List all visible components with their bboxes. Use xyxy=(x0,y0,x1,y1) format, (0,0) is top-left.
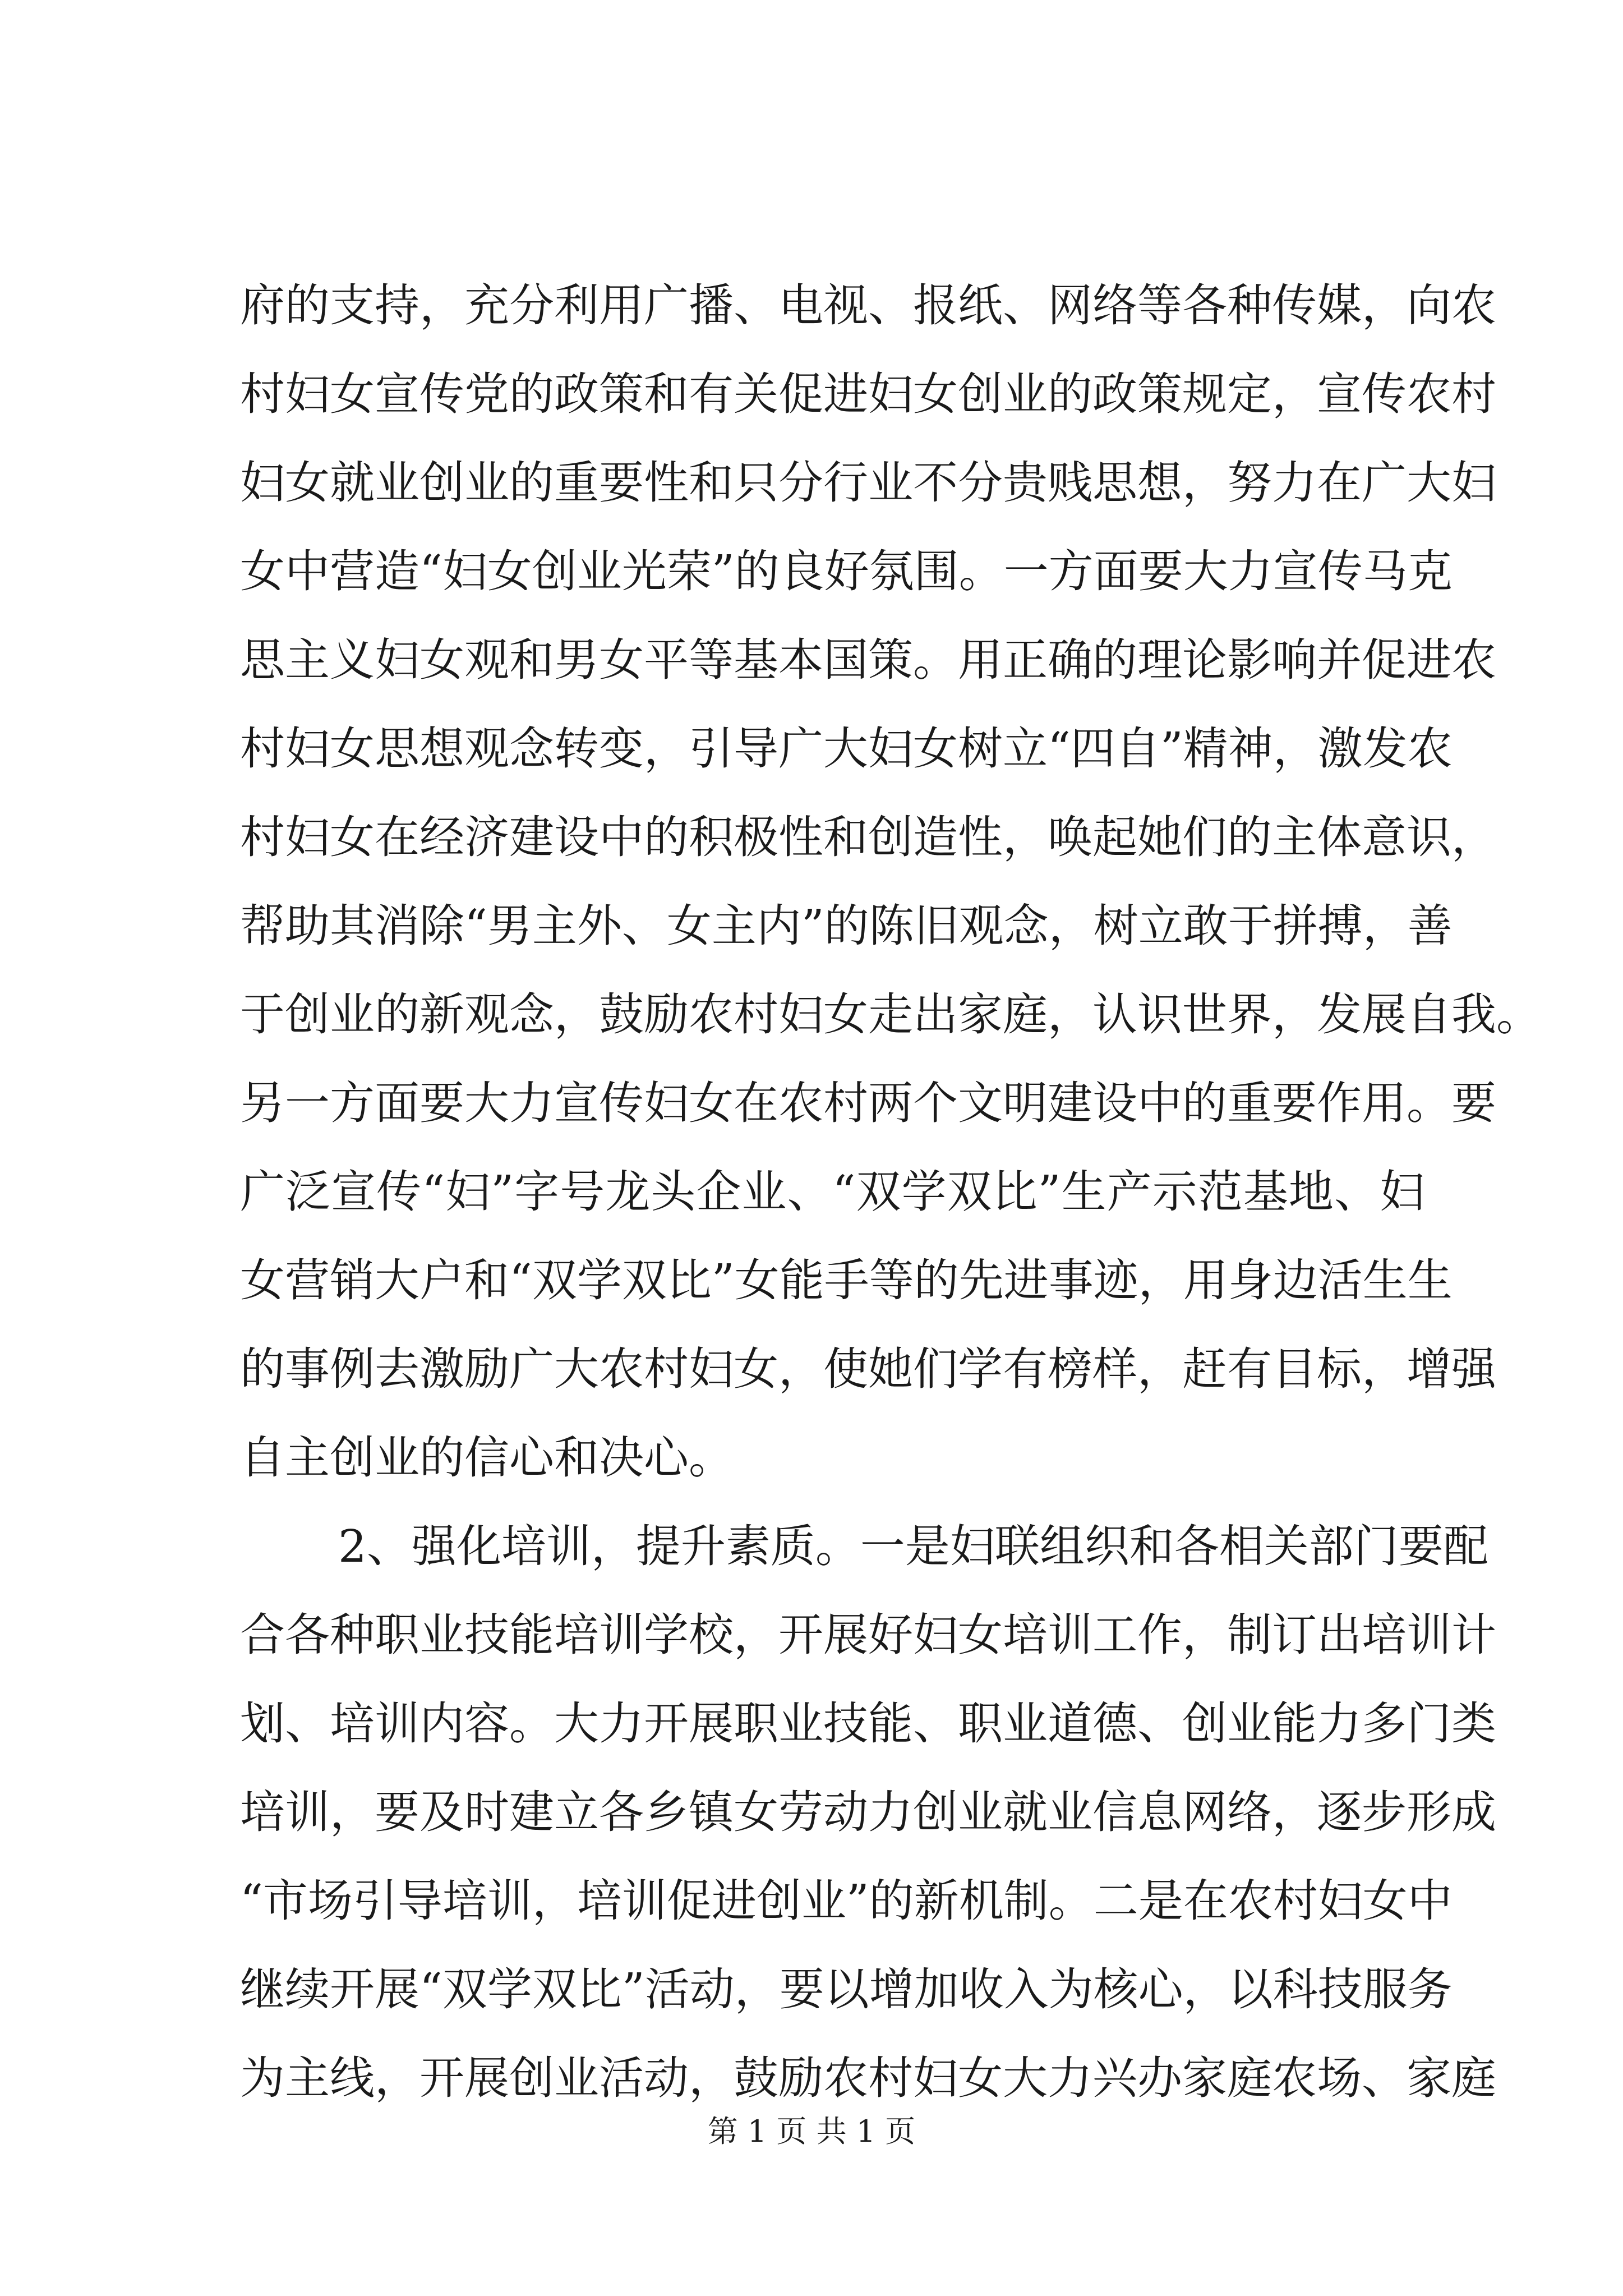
text-line: 2、强化培训，提升素质。一是妇联组织和各相关部门要配 xyxy=(338,1520,1488,1572)
text-line: 划、培训内容。大力开展职业技能、职业道德、创业能力多门类 xyxy=(240,1697,1496,1750)
text-line: 村妇女在经济建设中的积极性和创造性，唤起她们的主体意识， xyxy=(240,811,1496,863)
text-line: 村妇女宣传党的政策和有关促进妇女创业的政策规定，宣传农村 xyxy=(240,368,1496,420)
text-line: 村妇女思想观念转变，引导广大妇女树立“四自”精神，激发农 xyxy=(240,723,1453,775)
text-line: 为主线，开展创业活动，鼓励农村妇女大力兴办家庭农场、家庭 xyxy=(240,2052,1496,2104)
text-line: 于创业的新观念，鼓励农村妇女走出家庭，认识世界，发展自我。 xyxy=(240,988,1541,1041)
text-line: 广泛宣传“妇”字号龙头企业、“双学双比”生产示范基地、妇 xyxy=(240,1166,1424,1218)
text-line: 思主义妇女观和男女平等基本国策。用正确的理论影响并促进农 xyxy=(240,634,1496,686)
text-line: 妇女就业创业的重要性和只分行业不分贵贱思想，努力在广大妇 xyxy=(240,457,1496,509)
text-line: 的事例去激励广大农村妇女，使她们学有榜样，赶有目标，增强 xyxy=(240,1343,1496,1395)
body-text xyxy=(240,261,1541,2123)
text-line: 另一方面要大力宣传妇女在农村两个文明建设中的重要作用。要 xyxy=(240,1077,1496,1129)
text-line: 继续开展“双学双比”活动，要以增加收入为核心，以科技服务 xyxy=(240,1963,1453,2016)
text-line: “市场引导培训，培训促进创业”的新机制。二是在农村妇女中 xyxy=(240,1875,1453,1927)
text-line: 女中营造“妇女创业光荣”的良好氛围。一方面要大力宣传马克 xyxy=(240,545,1453,597)
text-line: 帮助其消除“男主外、女主内”的陈旧观念，树立敢于拼搏，善 xyxy=(240,900,1453,952)
text-line: 培训，要及时建立各乡镇女劳动力创业就业信息网络，逐步形成 xyxy=(240,1786,1496,1838)
text-line: 自主创业的信心和决心。 xyxy=(240,1432,734,1484)
page-footer xyxy=(0,2114,1623,2150)
text-line: 女营销大户和“双学双比”女能手等的先进事迹，用身边活生生 xyxy=(240,1254,1453,1306)
text-line: 府的支持，充分利用广播、电视、报纸、网络等各种传媒，向农 xyxy=(240,279,1496,332)
text-line: 合各种职业技能培训学校，开展好妇女培训工作，制订出培训计 xyxy=(240,1609,1496,1661)
page-number: 第 1 页 共 1 页 xyxy=(707,2114,916,2149)
